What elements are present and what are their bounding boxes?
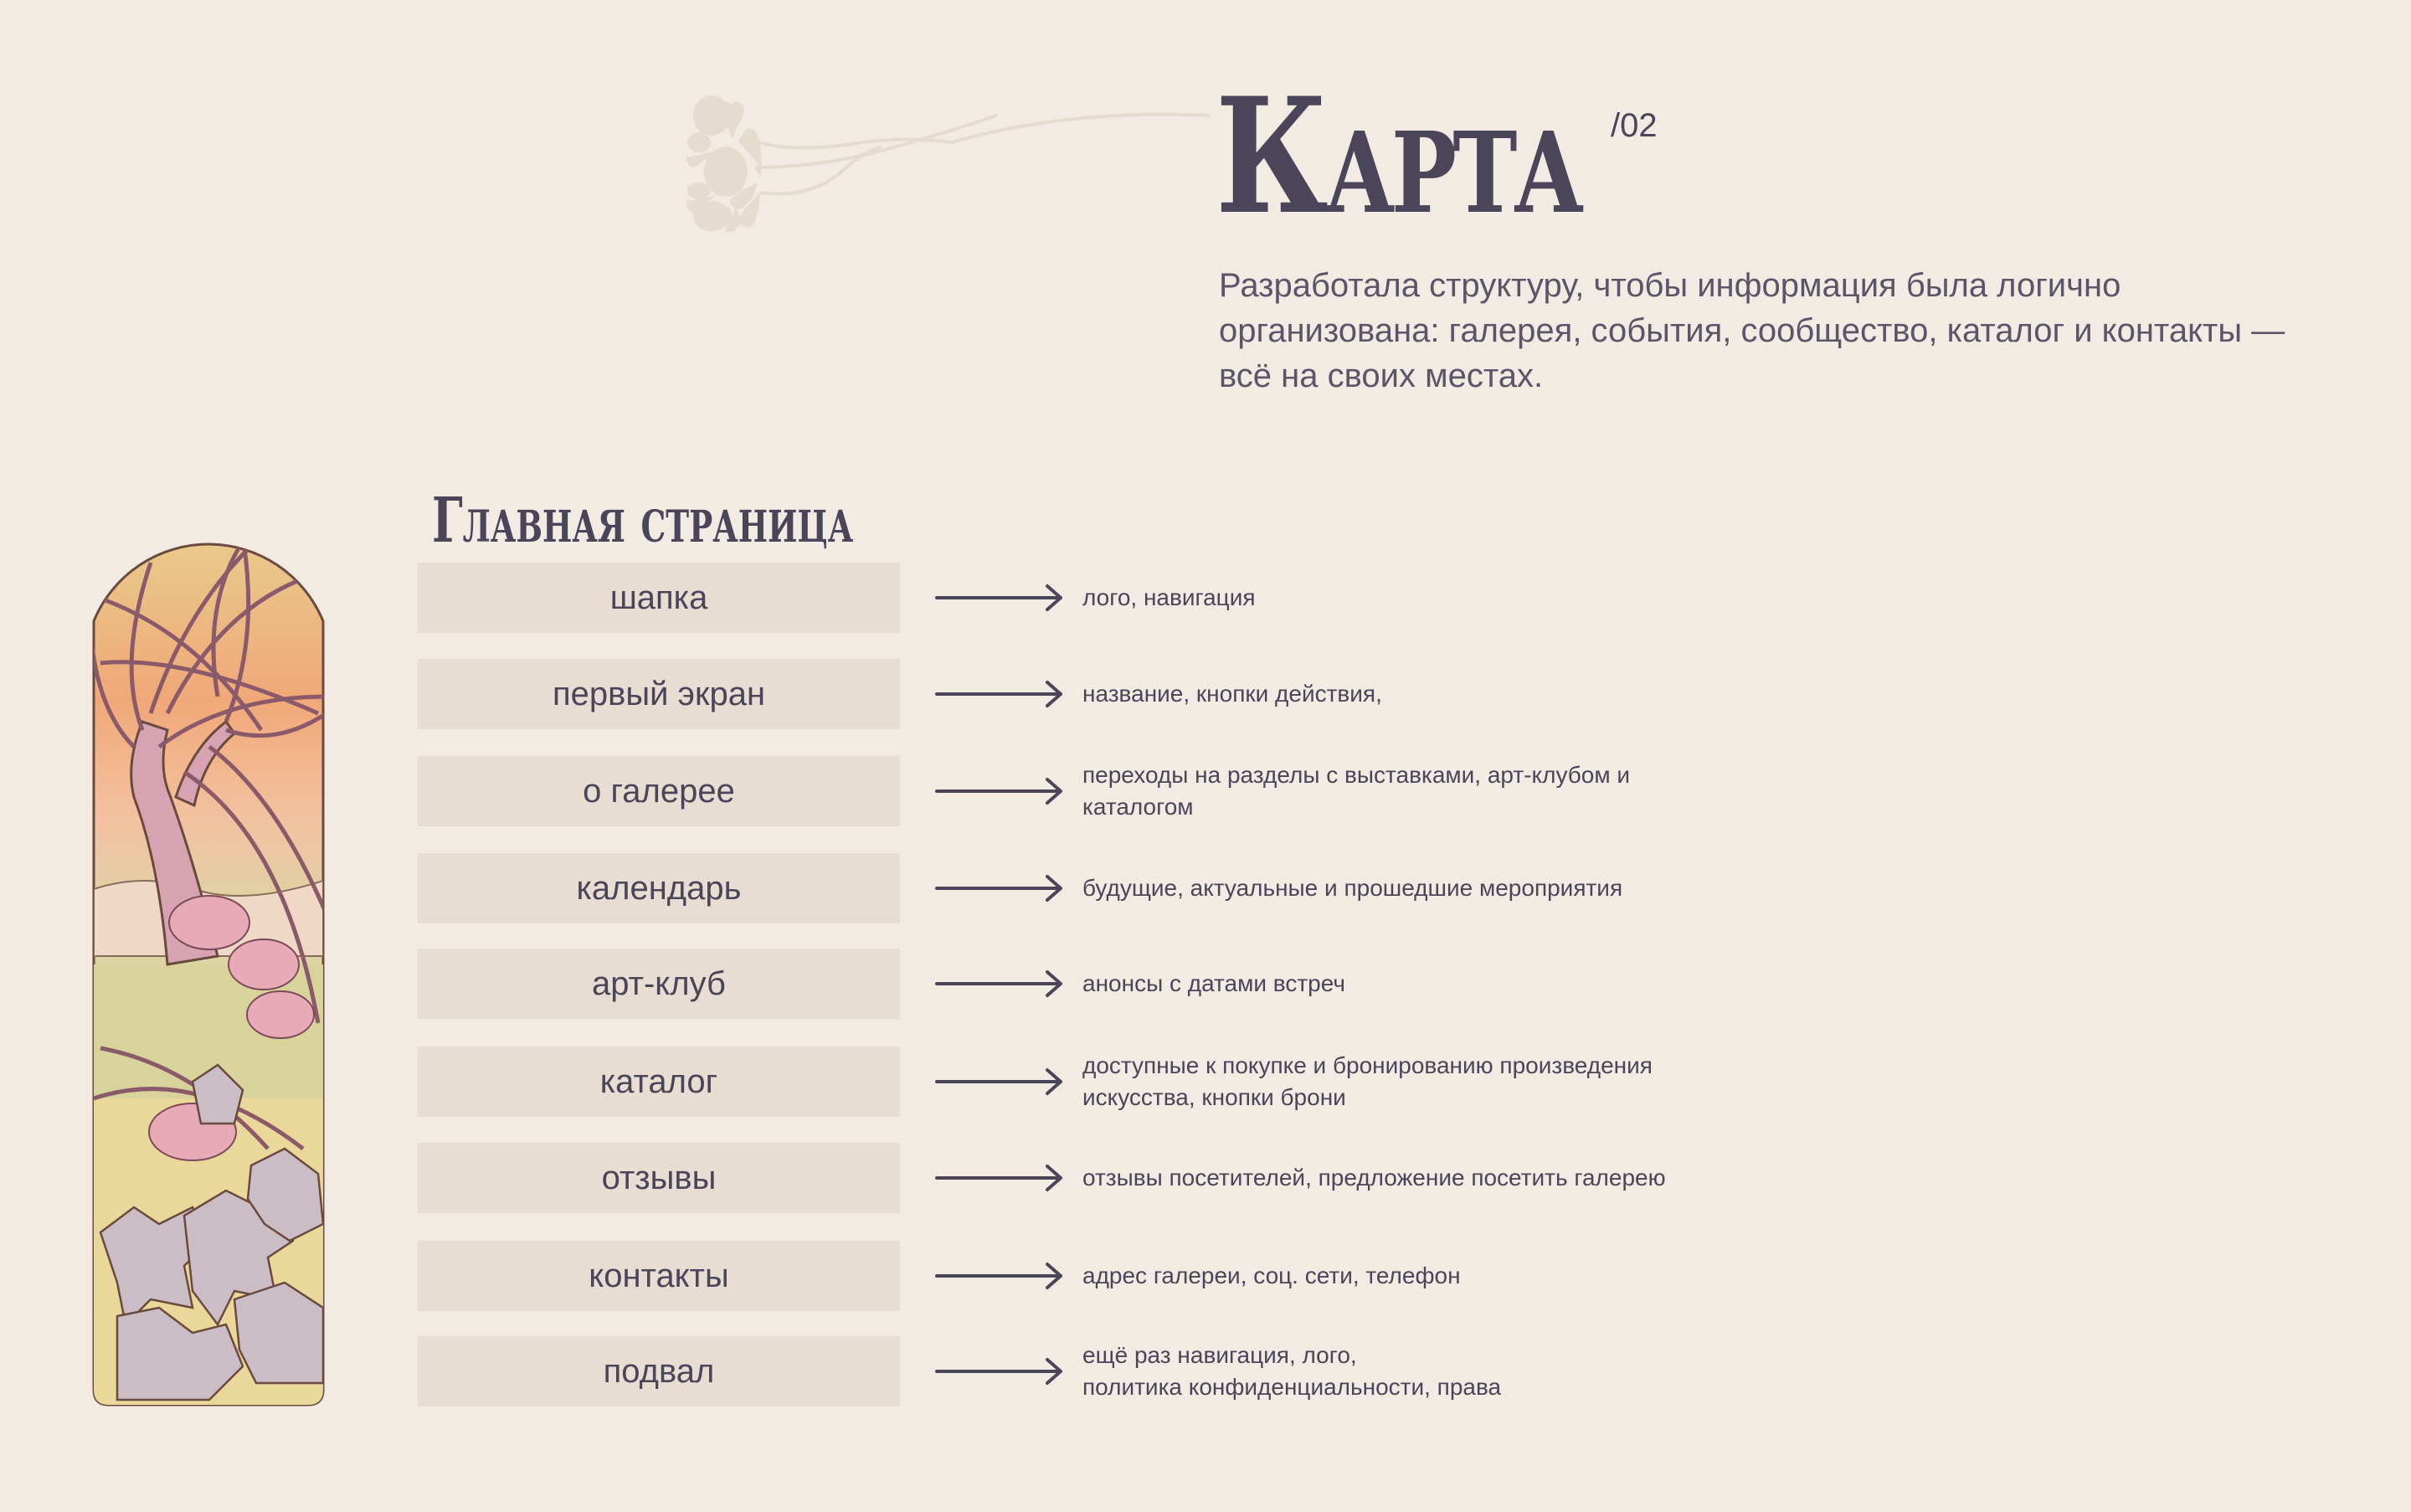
section-block-catalog: каталог [418,1047,900,1117]
description-line: политика конфиденциальности, права [1082,1374,1502,1400]
arrow-right-icon [935,872,1066,905]
description-line: будущие, актуальные и прошедшие мероприятия [1082,875,1623,901]
section-description [1082,659,1836,729]
sitemap-row-art-club [418,949,2259,1019]
arrow-right-icon [935,581,1066,615]
description-line: название, кнопки действия, [1082,681,1382,707]
art-nouveau-tree-illustration [84,496,333,1407]
arrow-right-icon [935,677,1066,711]
arrow-right-icon [935,967,1066,1000]
sitemap-row-contacts [418,1241,2259,1311]
section-description [1082,853,1836,923]
section-block-header: шапка [418,563,900,633]
description-line: переходы на разделы с выставками, арт-клубом и [1082,762,1631,788]
section-block-reviews: отзывы [418,1143,900,1213]
sitemap-row-reviews [418,1143,2259,1213]
section-block-about-gallery: о галерее [418,756,900,826]
section-description [1082,949,1836,1019]
section-block-contacts: контакты [418,1241,900,1311]
sitemap-row-first-screen [418,659,2259,729]
description-line: каталогом [1082,794,1194,820]
section-description [1082,1336,1836,1407]
arrow-right-icon [935,1065,1066,1098]
section-block-footer: подвал [418,1336,900,1407]
section-description [1082,1241,1836,1311]
section-block-calendar: календарь [418,853,900,923]
description-line: доступные к покупке и бронированию произведения [1082,1052,1653,1078]
sitemap-row-header [418,563,2259,633]
section-description [1082,563,1836,633]
section-block-art-club: арт-клуб [418,949,900,1019]
sitemap-row-about-gallery [418,756,2259,826]
sitemap-row-footer [418,1336,2259,1407]
arrow-right-icon [935,1259,1066,1293]
sitemap-row-calendar [418,853,2259,923]
page-title: Карта [1216,63,1581,249]
description-line: анонсы с датами встреч [1082,970,1345,996]
intro-text: Разработала структуру, чтобы информация была логично организована: галерея, события, сообщество, каталог и контакты — всё на своих местах. [1219,267,2285,394]
arrow-right-icon [935,774,1066,808]
description-line: искусства, кнопки брони [1082,1084,1346,1110]
section-description [1082,1047,1836,1117]
sitemap-row-catalog [418,1047,2259,1117]
arrow-right-icon [935,1161,1066,1195]
description-line: адрес галереи, соц. сети, телефон [1082,1263,1461,1288]
section-block-first-screen: первый экран [418,659,900,729]
arrow-right-icon [935,1355,1066,1388]
page-number: /02 [1611,107,1658,144]
section-description [1082,1143,1836,1213]
description-line: отзывы посетителей, предложение посетить галерею [1082,1165,1666,1191]
description-line: лого, навигация [1082,584,1256,610]
section-description [1082,756,1836,826]
section-title: Главная страница [432,485,854,557]
description-line: ещё раз навигация, лого, [1082,1342,1357,1368]
flower-ornament-icon [682,92,1210,234]
